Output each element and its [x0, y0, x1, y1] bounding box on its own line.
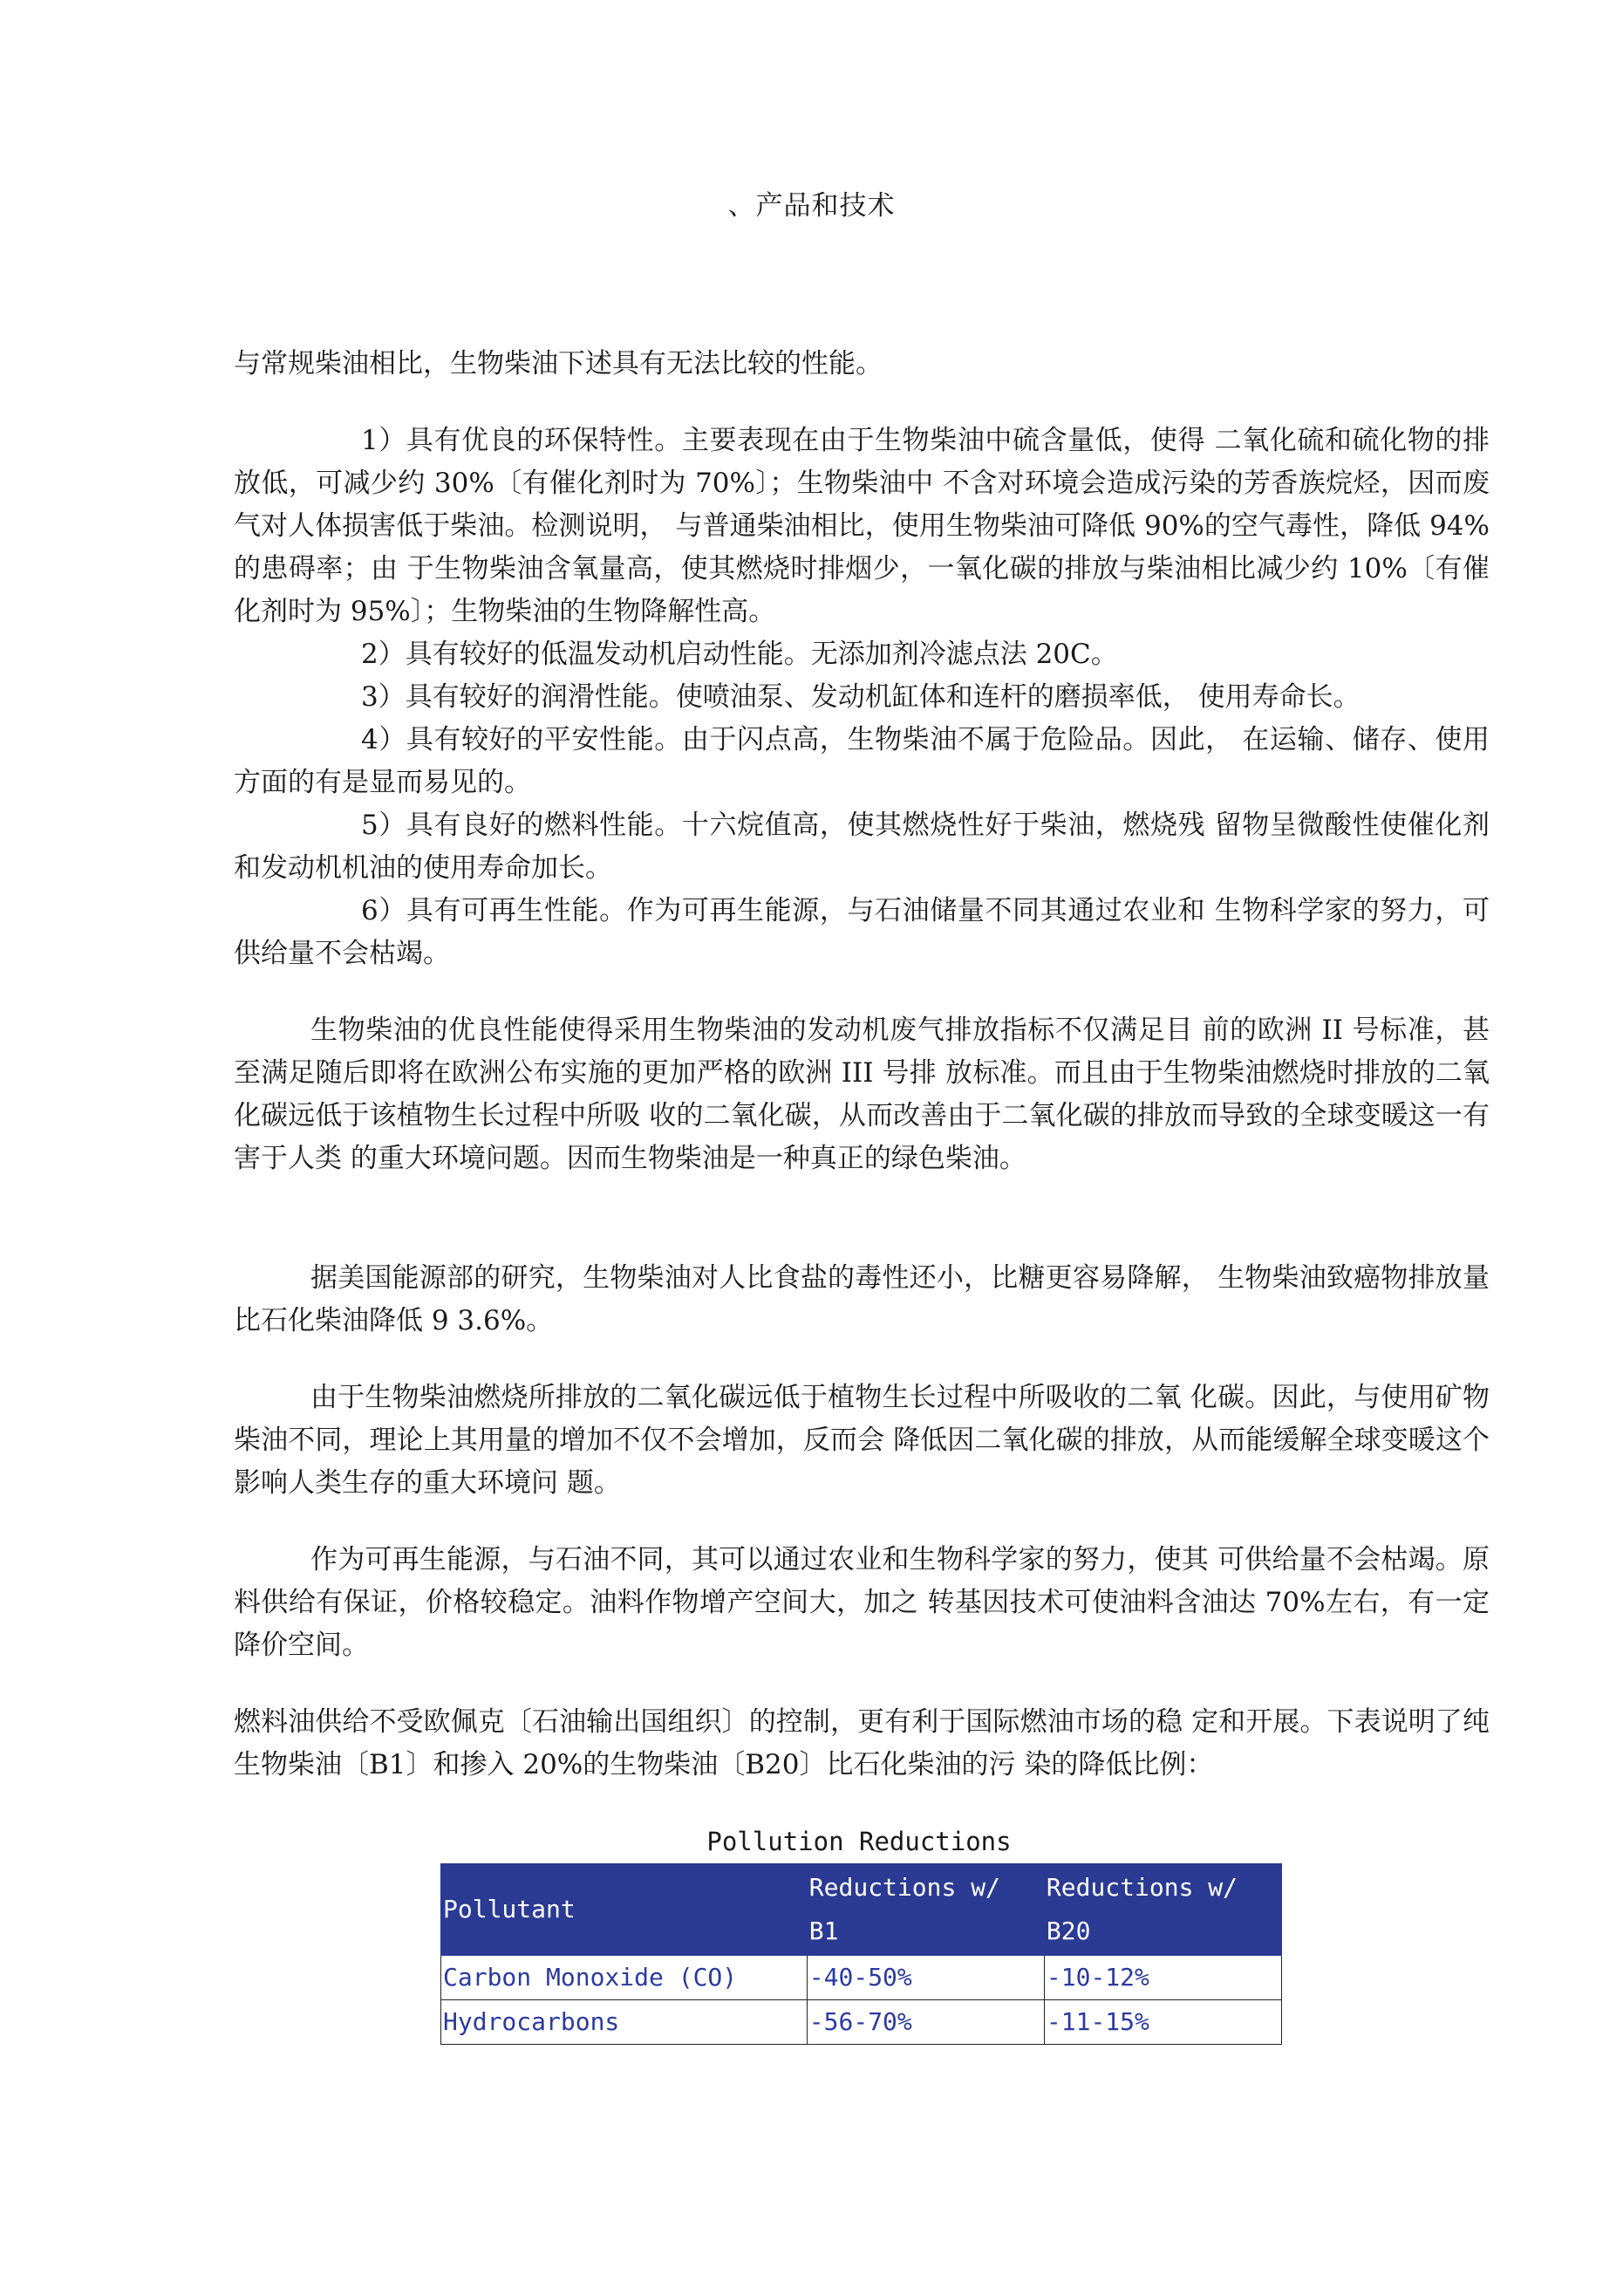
intro-paragraph: 与常规柴油相比，生物柴油下述具有无法比较的性能。: [234, 348, 883, 379]
paragraph-renewable: 作为可再生能源，与石油不同，其可以通过农业和生物科学家的努力，使其 可供给量不会枯竭。原料供给有保证，价格较稳定。油料作物增产空间大，加之 转基因技术可使油料含油达 70%左右，有一定降价空间。: [234, 1544, 1490, 1661]
cell-b20: -11-15%: [1044, 2000, 1281, 2045]
header-b1: Reductions w/ B1: [807, 1864, 1044, 1956]
cell-b1: -56-70%: [807, 2000, 1044, 2045]
feature-item-1: 1）具有优良的环保特性。主要表现在由于生物柴油中硫含量低，使得 二氧化硫和硫化物的排放低，可减少约 30%〔有催化剂时为 70%〕；生物柴油中 不含对环境会造成污染的芳香族烷烃，因而废气对人体损害低于柴油。检测说明， 与普通柴油相比，使用生物柴油可降低 90%的空气毒性，降低 94%的患碍率；由 于生物柴油含氧量高，使其燃烧时排烟少，一氧化碳的排放与柴油相比减少约 10%〔有催化剂时为 95%〕；生物柴油的生物降解性高。: [234, 425, 1490, 627]
header-pollutant: Pollutant: [441, 1864, 808, 1956]
table-caption: Pollution Reductions: [706, 1827, 1012, 1856]
feature-item-6: 6）具有可再生性能。作为可再生能源，与石油储量不同其通过农业和 生物科学家的努力，可供给量不会枯竭。: [234, 895, 1490, 969]
feature-item-5: 5）具有良好的燃料性能。十六烷值高，使其燃烧性好于柴油，燃烧残 留物呈微酸性使催化剂和发动机机油的使用寿命加长。: [234, 810, 1490, 884]
paragraph-co2: 由于生物柴油燃烧所排放的二氧化碳远低于植物生长过程中所吸收的二氧 化碳。因此，与使用矿物柴油不同，理论上其用量的增加不仅不会增加，反而会 降低因二氧化碳的排放，从而能缓解全球变暖这个影响人类生存的重大环境问 题。: [234, 1382, 1490, 1499]
feature-item-4: 4）具有较好的平安性能。由于闪点高，生物柴油不属于危险品。因此， 在运输、储存、使用方面的有是显而易见的。: [234, 724, 1490, 798]
table-row: [441, 2000, 1282, 2045]
paragraph-emissions: 生物柴油的优良性能使得采用生物柴油的发动机废气排放指标不仅满足目 前的欧洲 II 号标准，甚至满足随后即将在欧洲公布实施的更加严格的欧洲 III 号排 放标准。而且由于生物柴油燃烧时排放的二氧化碳远低于该植物生长过程中所吸 收的二氧化碳，从而改善由于二氧化碳的排放而导致的全球变暖这一有害于人类 的重大环境问题。因而生物柴油是一种真正的绿色柴油。: [234, 1015, 1490, 1174]
cell-pollutant: Hydrocarbons: [441, 2000, 808, 2045]
cell-b1: -40-50%: [807, 1956, 1044, 2000]
paragraph-opec: 燃料油供给不受欧佩克〔石油输出国组织〕的控制，更有利于国际燃油市场的稳 定和开展。下表说明了纯生物柴油〔B1〕和掺入 20%的生物柴油〔B20〕比石化柴油的污 染的降低比例：: [234, 1706, 1490, 1780]
section-title: 、产品和技术: [727, 190, 896, 222]
feature-item-3: 3）具有较好的润滑性能。使喷油泵、发动机缸体和连杆的磨损率低， 使用寿命长。: [361, 681, 1360, 713]
table-row: [441, 1956, 1282, 2000]
cell-pollutant: Carbon Monoxide (CO): [441, 1956, 808, 2000]
header-b20: Reductions w/ B20: [1044, 1864, 1281, 1956]
feature-item-2: 2）具有较好的低温发动机启动性能。无添加剂冷滤点法 20C。: [361, 639, 1118, 670]
paragraph-toxicity: 据美国能源部的研究，生物柴油对人比食盐的毒性还小，比糖更容易降解， 生物柴油致癌物排放量比石化柴油降低 9 3.6%。: [234, 1262, 1490, 1336]
table-header-row: [441, 1864, 1282, 1956]
cell-b20: -10-12%: [1044, 1956, 1281, 2000]
pollution-table: [440, 1863, 1282, 2045]
